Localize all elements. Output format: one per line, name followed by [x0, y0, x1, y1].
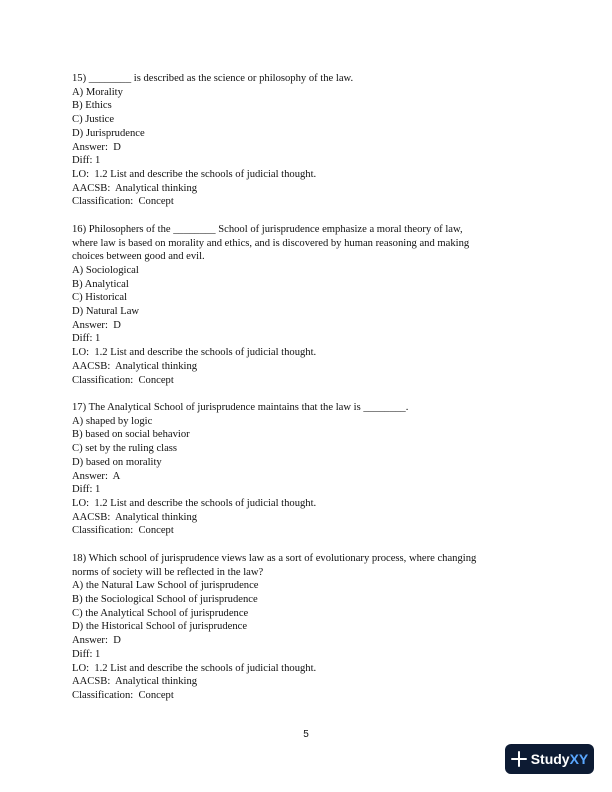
aacsb-line: AACSB: Analytical thinking	[72, 676, 198, 688]
difficulty-line: Diff: 1	[72, 155, 101, 167]
learning-objective-line: LO: 1.2 List and describe the schools of judicial thought.	[72, 347, 317, 359]
option-b: B) Ethics	[72, 100, 112, 112]
answer-line: Answer: D	[72, 141, 121, 153]
option-d: D) Natural Law	[72, 306, 140, 318]
option-c: C) set by the ruling class	[72, 443, 178, 455]
option-d: D) based on morality	[72, 456, 162, 468]
page-number: 5	[303, 729, 309, 740]
classification-line: Classification: Concept	[72, 374, 174, 386]
option-c: C) Historical	[72, 292, 128, 304]
option-b: B) the Sociological School of jurisprudence	[72, 594, 258, 605]
classification-line: Classification: Concept	[72, 689, 174, 701]
question-stem-line: choices between good and evil.	[72, 251, 205, 263]
plus-icon	[511, 751, 527, 767]
option-c: C) the Analytical School of jurisprudence	[72, 607, 249, 619]
option-c: C) Justice	[72, 114, 115, 126]
classification-line: Classification: Concept	[72, 196, 174, 208]
option-b: B) based on social behavior	[72, 429, 190, 441]
answer-line: Answer: D	[72, 319, 121, 331]
brand-name-xy: XY	[569, 751, 589, 767]
document-body	[72, 72, 540, 716]
question-15	[72, 72, 540, 209]
learning-objective-line: LO: 1.2 List and describe the schools of judicial thought.	[72, 497, 317, 509]
answer-line: Answer: A	[72, 470, 121, 482]
question-stem-line: where law is based on morality and ethics, and is discovered by human reasoning and making	[72, 237, 470, 249]
option-b: B) Analytical	[72, 278, 129, 290]
question-stem-line: 15) ________ is described as the science or philosophy of the law.	[72, 73, 354, 84]
question-18	[72, 552, 540, 703]
option-a: A) Morality	[72, 86, 123, 98]
brand-name	[531, 751, 589, 767]
option-a: A) the Natural Law School of jurisprudence	[72, 580, 259, 592]
classification-line: Classification: Concept	[72, 525, 174, 537]
aacsb-line: AACSB: Analytical thinking	[72, 182, 198, 194]
question-stem-line: 17) The Analytical School of jurisprudence maintains that the law is ________.	[72, 402, 409, 414]
difficulty-line: Diff: 1	[72, 648, 101, 660]
question-16	[72, 223, 540, 387]
question-stem-line: 16) Philosophers of the ________ School of jurisprudence emphasize a moral theory of law,	[72, 223, 463, 235]
answer-line: Answer: D	[72, 635, 121, 647]
difficulty-line: Diff: 1	[72, 333, 101, 345]
brand-name-study: Study	[530, 751, 570, 767]
option-d: D) Jurisprudence	[72, 127, 145, 139]
learning-objective-line: LO: 1.2 List and describe the schools of judicial thought.	[72, 168, 317, 180]
difficulty-line: Diff: 1	[72, 484, 101, 496]
option-a: A) shaped by logic	[72, 415, 153, 427]
learning-objective-line: LO: 1.2 List and describe the schools of judicial thought.	[72, 662, 317, 674]
question-stem-line: norms of society will be reflected in the law?	[72, 566, 264, 578]
question-17	[72, 401, 540, 538]
aacsb-line: AACSB: Analytical thinking	[72, 360, 198, 372]
studyxy-badge[interactable]	[505, 744, 594, 774]
option-a: A) Sociological	[72, 264, 139, 276]
question-stem-line: 18) Which school of jurisprudence views law as a sort of evolutionary process, where changing	[72, 552, 477, 564]
option-d: D) the Historical School of jurisprudence	[72, 621, 248, 633]
aacsb-line: AACSB: Analytical thinking	[72, 511, 198, 523]
